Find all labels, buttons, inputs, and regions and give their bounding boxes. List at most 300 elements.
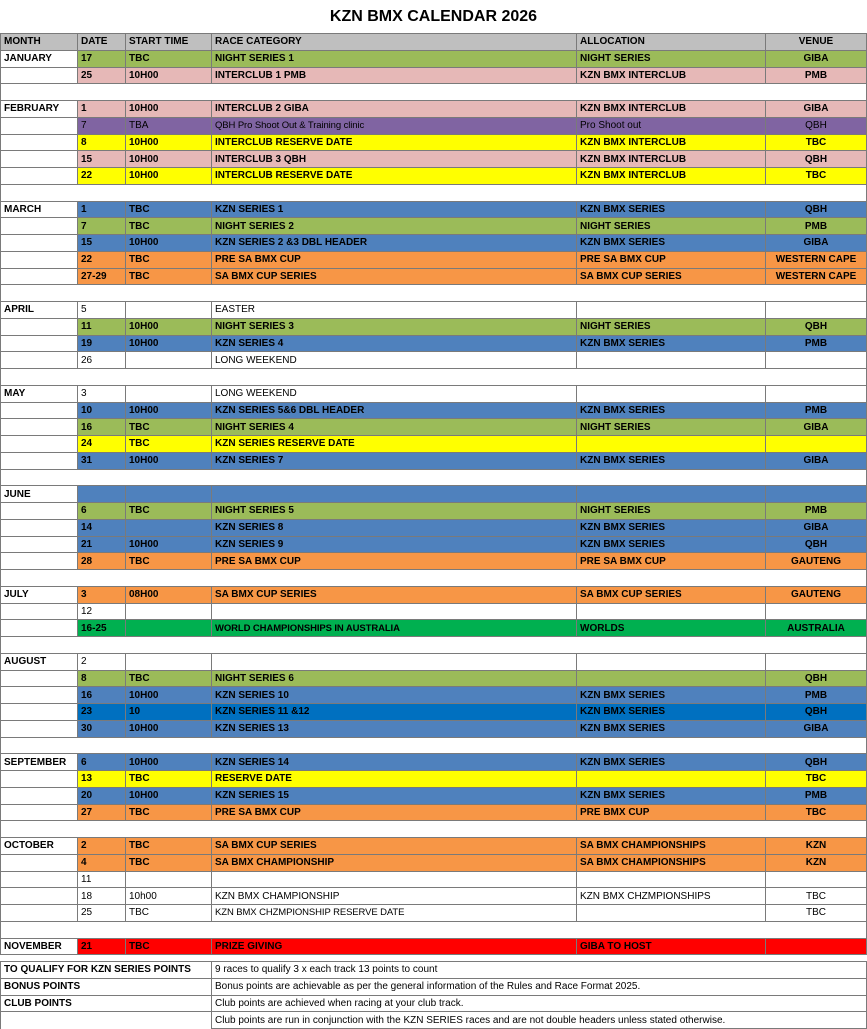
race-category-cell: KZN BMX CHAMPIONSHIP: [212, 888, 577, 905]
month-cell: OCTOBER: [1, 838, 78, 855]
table-row: [1, 218, 867, 235]
allocation-cell: [577, 352, 766, 369]
date-cell: 3: [78, 586, 126, 603]
venue-cell: KZN: [766, 854, 867, 871]
table-row: [1, 704, 867, 721]
table-row: [1, 117, 867, 134]
table-row: [1, 804, 867, 821]
month-cell: [1, 318, 78, 335]
allocation-cell: KZN BMX SERIES: [577, 787, 766, 804]
table-row: [1, 452, 867, 469]
month-cell: [1, 620, 78, 637]
note-text: Club points are run in conjunction with the KZN SERIES races and are not double headers unless stated otherwise.: [212, 1012, 867, 1029]
venue-cell: TBC: [766, 168, 867, 185]
table-row: [1, 586, 867, 603]
race-category-cell: WORLD CHAMPIONSHIPS IN AUSTRALIA: [212, 620, 577, 637]
table-row: [1, 938, 867, 955]
race-category-cell: KZN SERIES 5&6 DBL HEADER: [212, 402, 577, 419]
race-category-cell: PRE SA BMX CUP: [212, 553, 577, 570]
start-time-cell: TBC: [126, 670, 212, 687]
table-row: [1, 871, 867, 888]
table-row: [1, 302, 867, 319]
venue-cell: WESTERN CAPE: [766, 268, 867, 285]
start-time-cell: 10H00: [126, 787, 212, 804]
start-time-cell: TBC: [126, 838, 212, 855]
start-time-cell: 10H00: [126, 687, 212, 704]
allocation-cell: NIGHT SERIES: [577, 318, 766, 335]
note-text: 9 races to qualify 3 x each track 13 points to count: [212, 962, 867, 979]
table-row: [1, 419, 867, 436]
month-cell: [1, 151, 78, 168]
race-category-cell: INTERCLUB RESERVE DATE: [212, 134, 577, 151]
start-time-cell: [126, 352, 212, 369]
table-row: [1, 838, 867, 855]
month-cell: [1, 888, 78, 905]
venue-cell: PMB: [766, 218, 867, 235]
month-cell: [1, 787, 78, 804]
spacer-cell: [1, 184, 78, 201]
race-category-cell: PRE SA BMX CUP: [212, 251, 577, 268]
table-row: [1, 854, 867, 871]
spacer-cell: [78, 737, 126, 754]
month-cell: [1, 452, 78, 469]
date-cell: 3: [78, 385, 126, 402]
spacer-cell: [78, 285, 126, 302]
allocation-cell: SA BMX CUP SERIES: [577, 268, 766, 285]
allocation-cell: SA BMX CHAMPIONSHIPS: [577, 854, 766, 871]
spacer-cell: [212, 637, 577, 654]
allocation-cell: PRE SA BMX CUP: [577, 251, 766, 268]
race-category-cell: KZN SERIES 8: [212, 519, 577, 536]
spacer-cell: [577, 637, 766, 654]
date-cell: 5: [78, 302, 126, 319]
start-time-cell: 10: [126, 704, 212, 721]
allocation-cell: [577, 905, 766, 922]
note-label: BONUS POINTS: [1, 978, 212, 995]
allocation-cell: [577, 603, 766, 620]
month-cell: [1, 235, 78, 252]
month-cell: FEBRUARY: [1, 101, 78, 118]
venue-cell: PMB: [766, 335, 867, 352]
date-cell: 26: [78, 352, 126, 369]
spacer-cell: [212, 737, 577, 754]
allocation-cell: KZN BMX SERIES: [577, 519, 766, 536]
month-cell: [1, 519, 78, 536]
month-cell: [1, 168, 78, 185]
venue-cell: AUSTRALIA: [766, 620, 867, 637]
spacer-cell: [1, 921, 78, 938]
spacer-cell: [766, 469, 867, 486]
race-category-cell: NIGHT SERIES 4: [212, 419, 577, 436]
allocation-cell: KZN BMX CHZMPIONSHIPS: [577, 888, 766, 905]
month-cell: [1, 704, 78, 721]
table-row: [1, 50, 867, 67]
date-cell: 11: [78, 871, 126, 888]
date-cell: 1: [78, 201, 126, 218]
date-cell: 28: [78, 553, 126, 570]
start-time-cell: TBC: [126, 938, 212, 955]
start-time-cell: TBA: [126, 117, 212, 134]
allocation-cell: KZN BMX INTERCLUB: [577, 101, 766, 118]
start-time-cell: TBC: [126, 436, 212, 453]
spacer-cell: [1, 84, 78, 101]
start-time-cell: 10H00: [126, 134, 212, 151]
table-row: [1, 268, 867, 285]
venue-cell: GAUTENG: [766, 553, 867, 570]
spacer-row: [1, 369, 867, 386]
spacer-row: [1, 184, 867, 201]
spacer-row: [1, 637, 867, 654]
month-cell: SEPTEMBER: [1, 754, 78, 771]
month-cell: [1, 854, 78, 871]
allocation-cell: PRE BMX CUP: [577, 804, 766, 821]
month-cell: [1, 804, 78, 821]
date-cell: 12: [78, 603, 126, 620]
race-category-cell: KZN SERIES 4: [212, 335, 577, 352]
table-row: [1, 503, 867, 520]
date-cell: 20: [78, 787, 126, 804]
race-category-cell: SA BMX CUP SERIES: [212, 586, 577, 603]
column-header-race-category: RACE CATEGORY: [212, 34, 577, 51]
venue-cell: KZN: [766, 838, 867, 855]
allocation-cell: [577, 385, 766, 402]
allocation-cell: NIGHT SERIES: [577, 503, 766, 520]
table-row: [1, 486, 867, 503]
venue-cell: TBC: [766, 134, 867, 151]
venue-cell: [766, 653, 867, 670]
allocation-cell: KZN BMX INTERCLUB: [577, 168, 766, 185]
allocation-cell: GIBA TO HOST: [577, 938, 766, 955]
table-row: [1, 653, 867, 670]
venue-cell: WESTERN CAPE: [766, 251, 867, 268]
table-row: [1, 235, 867, 252]
spacer-row: [1, 570, 867, 587]
date-cell: 19: [78, 335, 126, 352]
venue-cell: GIBA: [766, 101, 867, 118]
date-cell: 2: [78, 653, 126, 670]
spacer-cell: [78, 821, 126, 838]
allocation-cell: KZN BMX SERIES: [577, 536, 766, 553]
spacer-row: [1, 921, 867, 938]
date-cell: 16-25: [78, 620, 126, 637]
allocation-cell: [577, 486, 766, 503]
allocation-cell: KZN BMX SERIES: [577, 754, 766, 771]
spacer-cell: [78, 84, 126, 101]
venue-cell: GAUTENG: [766, 586, 867, 603]
spacer-row: [1, 285, 867, 302]
note-row: [1, 1012, 867, 1029]
start-time-cell: 10H00: [126, 536, 212, 553]
allocation-cell: WORLDS: [577, 620, 766, 637]
race-category-cell: SA BMX CHAMPIONSHIP: [212, 854, 577, 871]
race-category-cell: NIGHT SERIES 2: [212, 218, 577, 235]
date-cell: 18: [78, 888, 126, 905]
month-cell: [1, 335, 78, 352]
start-time-cell: 10H00: [126, 101, 212, 118]
date-cell: 25: [78, 67, 126, 84]
table-row: [1, 352, 867, 369]
spacer-row: [1, 469, 867, 486]
spacer-cell: [126, 285, 212, 302]
month-cell: [1, 503, 78, 520]
start-time-cell: TBC: [126, 218, 212, 235]
race-category-cell: PRE SA BMX CUP: [212, 804, 577, 821]
allocation-cell: KZN BMX SERIES: [577, 687, 766, 704]
allocation-cell: KZN BMX SERIES: [577, 452, 766, 469]
table-row: [1, 787, 867, 804]
start-time-cell: [126, 385, 212, 402]
spacer-cell: [1, 285, 78, 302]
race-category-cell: KZN SERIES 9: [212, 536, 577, 553]
date-cell: 21: [78, 536, 126, 553]
spacer-cell: [212, 570, 577, 587]
race-category-cell: PRIZE GIVING: [212, 938, 577, 955]
spacer-cell: [766, 369, 867, 386]
race-category-cell: NIGHT SERIES 5: [212, 503, 577, 520]
spacer-cell: [126, 369, 212, 386]
venue-cell: GIBA: [766, 50, 867, 67]
venue-cell: TBC: [766, 804, 867, 821]
note-row: [1, 995, 867, 1012]
date-cell: 11: [78, 318, 126, 335]
table-row: [1, 553, 867, 570]
spacer-cell: [1, 469, 78, 486]
date-cell: 22: [78, 168, 126, 185]
table-row: [1, 620, 867, 637]
column-header-allocation: ALLOCATION: [577, 34, 766, 51]
month-cell: MARCH: [1, 201, 78, 218]
venue-cell: QBH: [766, 670, 867, 687]
table-row: [1, 251, 867, 268]
spacer-cell: [78, 921, 126, 938]
venue-cell: QBH: [766, 117, 867, 134]
allocation-cell: [577, 302, 766, 319]
allocation-cell: SA BMX CUP SERIES: [577, 586, 766, 603]
start-time-cell: [126, 519, 212, 536]
venue-cell: QBH: [766, 318, 867, 335]
spacer-cell: [766, 737, 867, 754]
date-cell: 15: [78, 151, 126, 168]
race-category-cell: [212, 653, 577, 670]
month-cell: MAY: [1, 385, 78, 402]
start-time-cell: 10H00: [126, 452, 212, 469]
allocation-cell: [577, 871, 766, 888]
venue-cell: [766, 603, 867, 620]
start-time-cell: TBC: [126, 854, 212, 871]
spacer-cell: [577, 369, 766, 386]
spacer-cell: [766, 84, 867, 101]
column-header-venue: VENUE: [766, 34, 867, 51]
start-time-cell: TBC: [126, 50, 212, 67]
spacer-cell: [766, 285, 867, 302]
month-cell: [1, 419, 78, 436]
spacer-cell: [78, 637, 126, 654]
allocation-cell: NIGHT SERIES: [577, 50, 766, 67]
spacer-cell: [1, 737, 78, 754]
table-row: [1, 201, 867, 218]
race-category-cell: INTERCLUB 1 PMB: [212, 67, 577, 84]
venue-cell: TBC: [766, 905, 867, 922]
venue-cell: PMB: [766, 787, 867, 804]
spacer-cell: [126, 469, 212, 486]
table-row: [1, 67, 867, 84]
spacer-cell: [766, 570, 867, 587]
date-cell: 22: [78, 251, 126, 268]
date-cell: 8: [78, 670, 126, 687]
race-category-cell: [212, 871, 577, 888]
allocation-cell: Pro Shoot out: [577, 117, 766, 134]
allocation-cell: KZN BMX SERIES: [577, 235, 766, 252]
start-time-cell: 10H00: [126, 402, 212, 419]
race-category-cell: KZN SERIES 2 &3 DBL HEADER: [212, 235, 577, 252]
venue-cell: [766, 871, 867, 888]
race-category-cell: RESERVE DATE: [212, 771, 577, 788]
month-cell: [1, 268, 78, 285]
header-row: [1, 34, 867, 51]
month-cell: [1, 603, 78, 620]
spacer-cell: [766, 184, 867, 201]
column-header-month: MONTH: [1, 34, 78, 51]
spacer-cell: [577, 921, 766, 938]
note-row: [1, 978, 867, 995]
venue-cell: PMB: [766, 687, 867, 704]
spacer-cell: [766, 637, 867, 654]
venue-cell: [766, 486, 867, 503]
race-category-cell: NIGHT SERIES 6: [212, 670, 577, 687]
spacer-cell: [212, 84, 577, 101]
spacer-cell: [126, 921, 212, 938]
table-row: [1, 101, 867, 118]
venue-cell: PMB: [766, 402, 867, 419]
venue-cell: GIBA: [766, 419, 867, 436]
spacer-cell: [212, 285, 577, 302]
table-row: [1, 905, 867, 922]
table-row: [1, 536, 867, 553]
allocation-cell: KZN BMX SERIES: [577, 402, 766, 419]
start-time-cell: [126, 871, 212, 888]
race-category-cell: NIGHT SERIES 3: [212, 318, 577, 335]
spacer-cell: [78, 570, 126, 587]
race-category-cell: SA BMX CUP SERIES: [212, 268, 577, 285]
calendar-table: [0, 33, 867, 955]
month-cell: [1, 771, 78, 788]
start-time-cell: TBC: [126, 201, 212, 218]
table-row: [1, 687, 867, 704]
spacer-cell: [766, 821, 867, 838]
venue-cell: GIBA: [766, 452, 867, 469]
table-row: [1, 754, 867, 771]
start-time-cell: 10h00: [126, 888, 212, 905]
start-time-cell: [126, 486, 212, 503]
allocation-cell: [577, 653, 766, 670]
spacer-cell: [212, 369, 577, 386]
start-time-cell: 10H00: [126, 754, 212, 771]
spacer-cell: [126, 84, 212, 101]
start-time-cell: TBC: [126, 771, 212, 788]
date-cell: 23: [78, 704, 126, 721]
month-cell: [1, 352, 78, 369]
spacer-cell: [126, 737, 212, 754]
allocation-cell: KZN BMX SERIES: [577, 201, 766, 218]
spacer-cell: [126, 637, 212, 654]
start-time-cell: 08H00: [126, 586, 212, 603]
spacer-row: [1, 737, 867, 754]
venue-cell: GIBA: [766, 519, 867, 536]
start-time-cell: 10H00: [126, 235, 212, 252]
month-cell: APRIL: [1, 302, 78, 319]
calendar-body: [1, 50, 867, 955]
allocation-cell: KZN BMX SERIES: [577, 335, 766, 352]
race-category-cell: KZN BMX CHZMPIONSHIP RESERVE DATE: [212, 905, 577, 922]
race-category-cell: EASTER: [212, 302, 577, 319]
table-row: [1, 402, 867, 419]
month-cell: [1, 134, 78, 151]
date-cell: 14: [78, 519, 126, 536]
start-time-cell: TBC: [126, 268, 212, 285]
race-category-cell: KZN SERIES 10: [212, 687, 577, 704]
month-cell: [1, 670, 78, 687]
column-header-date: DATE: [78, 34, 126, 51]
page-title: KZN BMX CALENDAR 2026: [329, 8, 538, 25]
date-cell: 2: [78, 838, 126, 855]
note-text: Club points are achieved when racing at your club track.: [212, 995, 867, 1012]
start-time-cell: 10H00: [126, 335, 212, 352]
month-cell: JANUARY: [1, 50, 78, 67]
note-row: [1, 962, 867, 979]
race-category-cell: LONG WEEKEND: [212, 352, 577, 369]
date-cell: 21: [78, 938, 126, 955]
spacer-cell: [577, 469, 766, 486]
date-cell: 6: [78, 754, 126, 771]
venue-cell: PMB: [766, 503, 867, 520]
date-cell: 6: [78, 503, 126, 520]
race-category-cell: KZN SERIES 15: [212, 787, 577, 804]
spacer-cell: [577, 84, 766, 101]
venue-cell: QBH: [766, 536, 867, 553]
allocation-cell: [577, 670, 766, 687]
date-cell: 30: [78, 720, 126, 737]
venue-cell: GIBA: [766, 720, 867, 737]
table-row: [1, 168, 867, 185]
race-category-cell: NIGHT SERIES 1: [212, 50, 577, 67]
date-cell: 24: [78, 436, 126, 453]
table-row: [1, 436, 867, 453]
month-cell: [1, 536, 78, 553]
race-category-cell: KZN SERIES RESERVE DATE: [212, 436, 577, 453]
start-time-cell: TBC: [126, 804, 212, 821]
month-cell: [1, 871, 78, 888]
race-category-cell: INTERCLUB 2 GIBA: [212, 101, 577, 118]
month-cell: [1, 117, 78, 134]
date-cell: 1: [78, 101, 126, 118]
venue-cell: PMB: [766, 67, 867, 84]
race-category-cell: KZN SERIES 7: [212, 452, 577, 469]
venue-cell: QBH: [766, 151, 867, 168]
race-category-cell: KZN SERIES 11 &12: [212, 704, 577, 721]
date-cell: 25: [78, 905, 126, 922]
notes-body: [1, 962, 867, 1029]
table-row: [1, 318, 867, 335]
spacer-cell: [212, 469, 577, 486]
table-row: [1, 335, 867, 352]
spacer-cell: [577, 285, 766, 302]
spacer-cell: [577, 821, 766, 838]
note-label: CLUB POINTS: [1, 995, 212, 1012]
table-row: [1, 519, 867, 536]
race-category-cell: [212, 486, 577, 503]
month-cell: JUNE: [1, 486, 78, 503]
date-cell: 7: [78, 117, 126, 134]
